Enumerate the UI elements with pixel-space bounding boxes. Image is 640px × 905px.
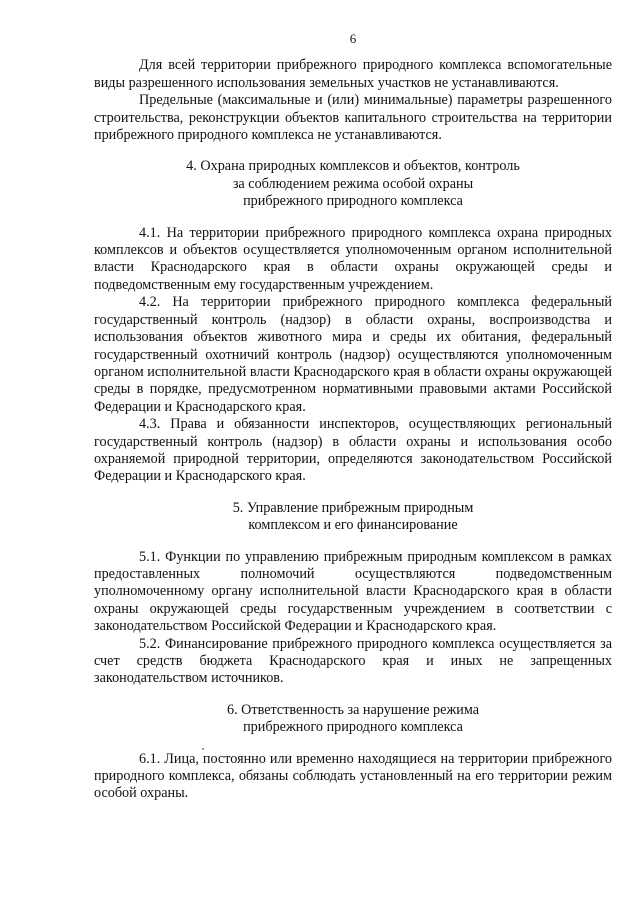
section-heading-line: 5. Управление прибрежным природным — [232, 499, 474, 516]
paragraph: Предельные (максимальные и (или) минимальные) параметры разрешенного строительства, реконструкции объектов капитального строительства на территории прибрежного природного комплекса не устанавливаются. — [94, 92, 612, 144]
paragraph: 5.2. Финансирование прибрежного природного комплекса осуществляется за счет средств бюджета Краснодарского края и иных не запрещенных законодательством источников. — [94, 635, 612, 687]
document-page — [94, 30, 612, 803]
section-heading-line: 4. Охрана природных комплексов и объектов, контроль — [186, 158, 520, 175]
section-heading — [94, 158, 612, 210]
section-heading-line: комплексом и его финансирование — [248, 517, 458, 534]
paragraph: 4.1. На территории прибрежного природного комплекса охрана природных комплексов и объектов осуществляется уполномоченным органом исполнительной власти Краснодарского края в области охраны окружающей среды и подведомственным ему государственным учреждением. — [94, 224, 612, 293]
paragraph: 4.3. Права и обязанности инспекторов, осуществляющих региональный государственный контроль (надзор) в области охраны и использования особо охраняемой природной территории, определяются законодательством Российской Федерации и Краснодарского края. — [94, 416, 612, 485]
paragraph: 5.1. Функции по управлению прибрежным природным комплексом в рамках предоставленных полномочий осуществляются подведомственным уполномоченному органу исполнительной власти Краснодарского края в области охраны окружающей среды государственным учреждением в соответствии с законодательством Российской Федерации и Краснодарского края. — [94, 548, 612, 635]
section-heading-line: прибрежного природного комплекса — [243, 719, 463, 736]
section-heading-line: прибрежного природного комплекса — [243, 193, 463, 210]
section-heading — [94, 702, 612, 737]
page-number: 6 — [349, 31, 357, 46]
section-heading-line: за соблюдением режима особой охраны — [232, 175, 474, 192]
section-heading-line: 6. Ответственность за нарушение режима — [226, 701, 480, 718]
paragraph: 4.2. На территории прибрежного природного комплекса федеральный государственный контроль (надзор) в области охраны, воспроизводства и использования объектов животного мира и среды их обитания, федеральный государственный охотничий контроль (надзор) осуществляются уполномоченным органом исполнительной власти Краснодарского края в области охраны окружающей среды в порядке, предусмотренном нормативными правовыми актами Российской Федерации и Краснодарского края. — [94, 294, 612, 415]
paragraph: 6.1. Лица, постоянно или временно находящиеся на территории прибрежного природного комплекса, обязаны соблюдать установленный на его территории режим особой охраны. — [94, 750, 612, 802]
section-heading — [94, 500, 612, 535]
paragraph: Для всей территории прибрежного природного комплекса вспомогательные виды разрешенного использования земельных участков не устанавливаются. — [94, 57, 612, 91]
scan-speck — [202, 748, 204, 750]
